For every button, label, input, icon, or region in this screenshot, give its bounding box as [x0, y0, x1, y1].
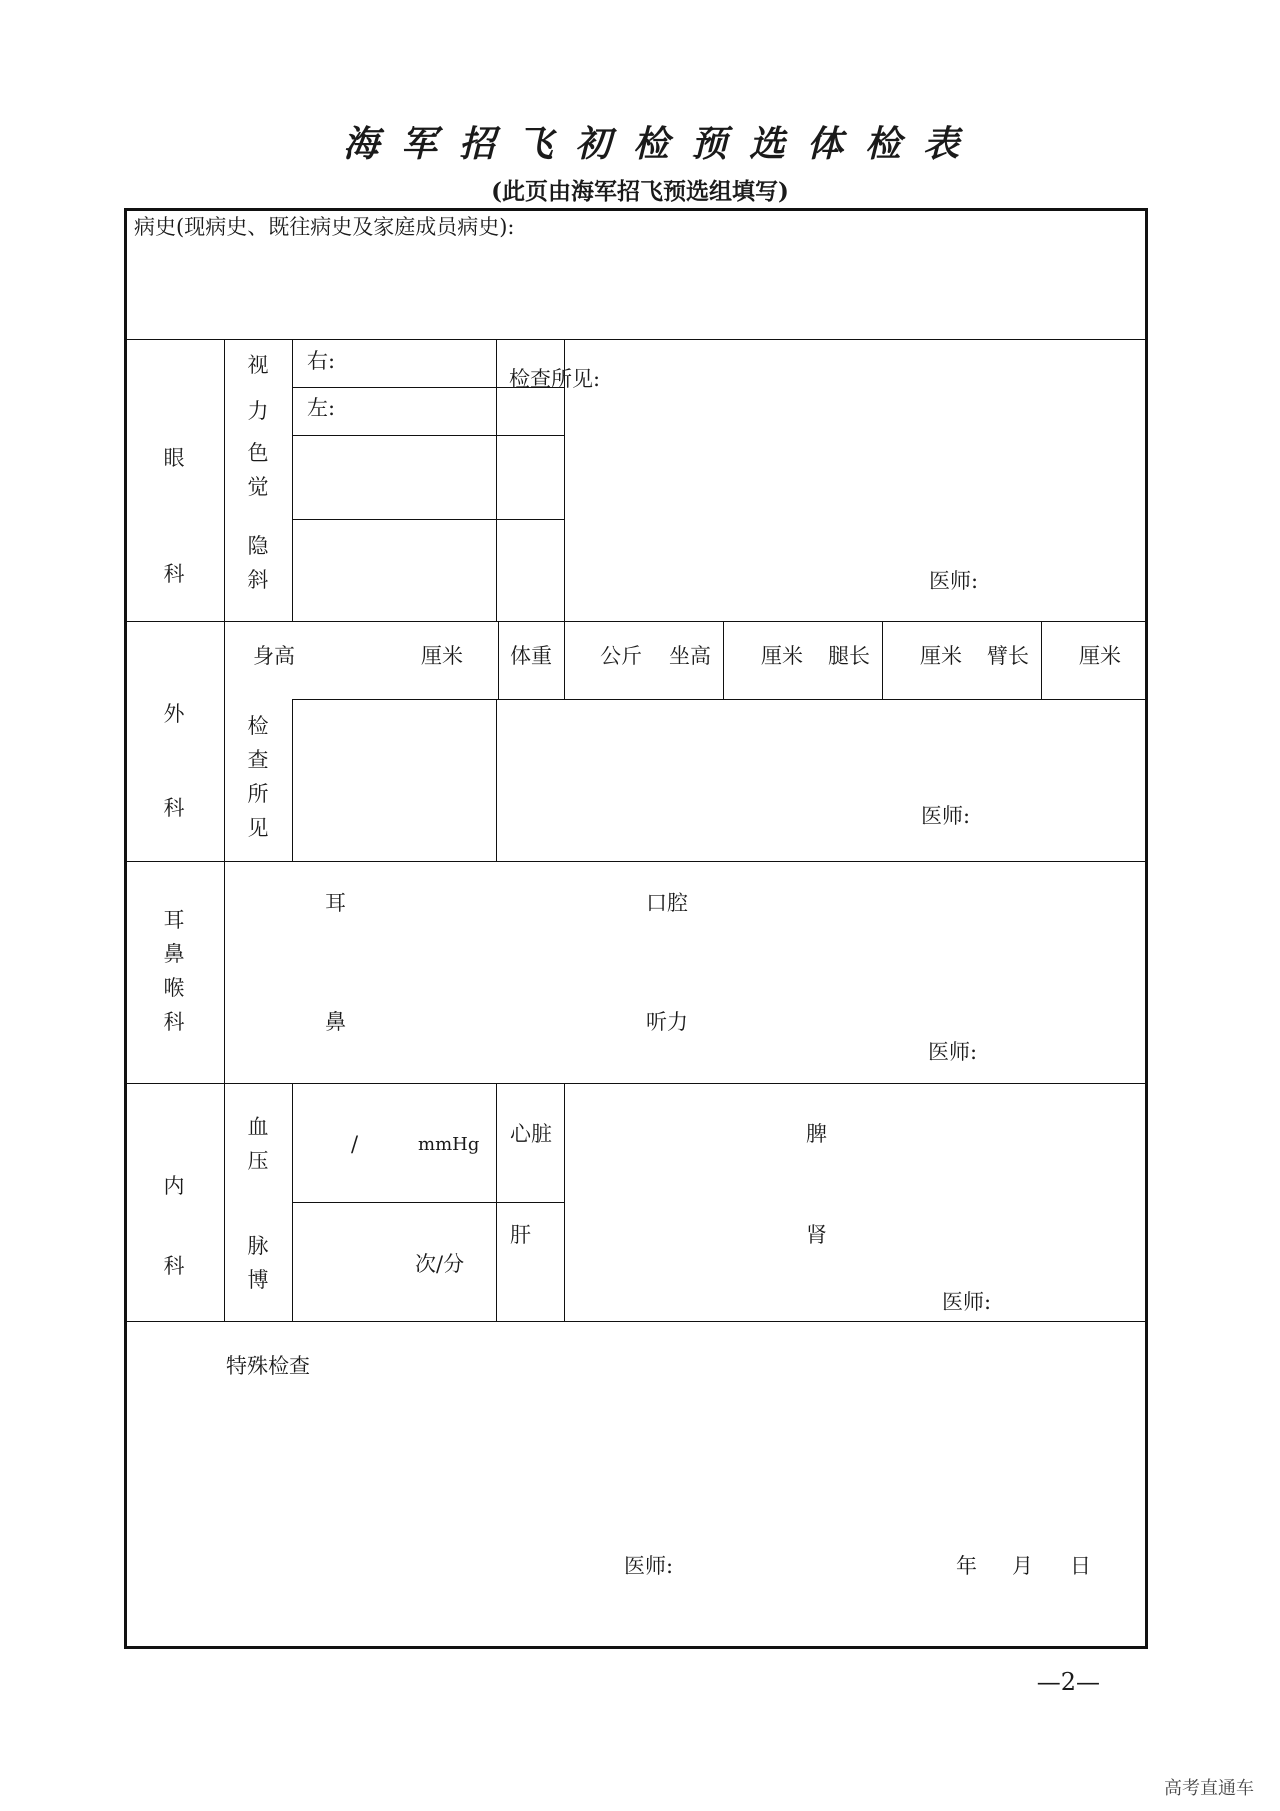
surgery-section-label: 外科 — [163, 702, 185, 820]
height-unit: 厘米 — [421, 644, 463, 668]
eye-section-label: 眼科 — [163, 446, 185, 586]
spleen-label: 脾 — [806, 1122, 827, 1146]
history-label: 病史(现病史、既往病史及家庭成员病史): — [134, 215, 515, 239]
blood-pressure-label: 血压 — [247, 1115, 269, 1173]
kidney-label: 肾 — [806, 1223, 827, 1247]
sitting-height-label: 坐高 — [669, 644, 711, 668]
strabismus-label: 隐斜 — [247, 534, 269, 592]
eye-doctor-label: 医师: — [929, 569, 979, 593]
arm-length-label: 臂长 — [987, 644, 1029, 668]
page-number: —2— — [1036, 1668, 1100, 1696]
date-day-label: 日 — [1070, 1554, 1091, 1578]
weight-unit: 公斤 — [600, 644, 642, 668]
surgery-findings-label: 检查所见 — [247, 714, 269, 840]
vision-right-label: 右: — [307, 349, 336, 373]
pulse-unit: 次/分 — [415, 1252, 465, 1276]
leg-length-label: 腿长 — [828, 644, 870, 668]
ent-doctor-label: 医师: — [928, 1040, 978, 1064]
sitting-height-unit: 厘米 — [761, 644, 803, 668]
pulse-label: 脉博 — [247, 1234, 269, 1292]
ent-section-label: 耳鼻喉科 — [163, 908, 185, 1034]
ear-label: 耳 — [325, 891, 346, 915]
heart-label: 心脏 — [510, 1122, 552, 1146]
watermark: 高考直通车 — [1164, 1778, 1254, 1799]
page-title: 海军招飞初检预选体检表 — [342, 123, 981, 165]
nose-label: 鼻 — [325, 1010, 346, 1034]
vision-label: 视力 — [247, 353, 269, 423]
liver-label: 肝 — [510, 1223, 531, 1247]
internal-doctor-label: 医师: — [942, 1290, 992, 1314]
vision-left-label: 左: — [307, 396, 336, 420]
date-year-label: 年 — [956, 1554, 977, 1578]
blood-pressure-unit: mmHg — [418, 1134, 480, 1155]
exam-form-table — [124, 208, 1148, 1649]
special-doctor-label: 医师: — [624, 1554, 674, 1578]
weight-label: 体重 — [510, 644, 552, 668]
hearing-label: 听力 — [646, 1010, 688, 1034]
mouth-label: 口腔 — [646, 891, 688, 915]
special-exam-label: 特殊检查 — [226, 1354, 310, 1378]
internal-section-label: 内科 — [163, 1174, 185, 1278]
blood-pressure-separator: / — [351, 1132, 359, 1156]
date-month-label: 月 — [1012, 1554, 1033, 1578]
arm-length-unit: 厘米 — [1079, 644, 1121, 668]
height-label: 身高 — [253, 644, 295, 668]
color-vision-label: 色觉 — [247, 441, 269, 499]
surgery-doctor-label: 医师: — [921, 804, 971, 828]
leg-length-unit: 厘米 — [920, 644, 962, 668]
eye-findings-label: 检查所见: — [509, 367, 601, 391]
page-subtitle: (此页由海军招飞预选组填写) — [491, 178, 789, 205]
